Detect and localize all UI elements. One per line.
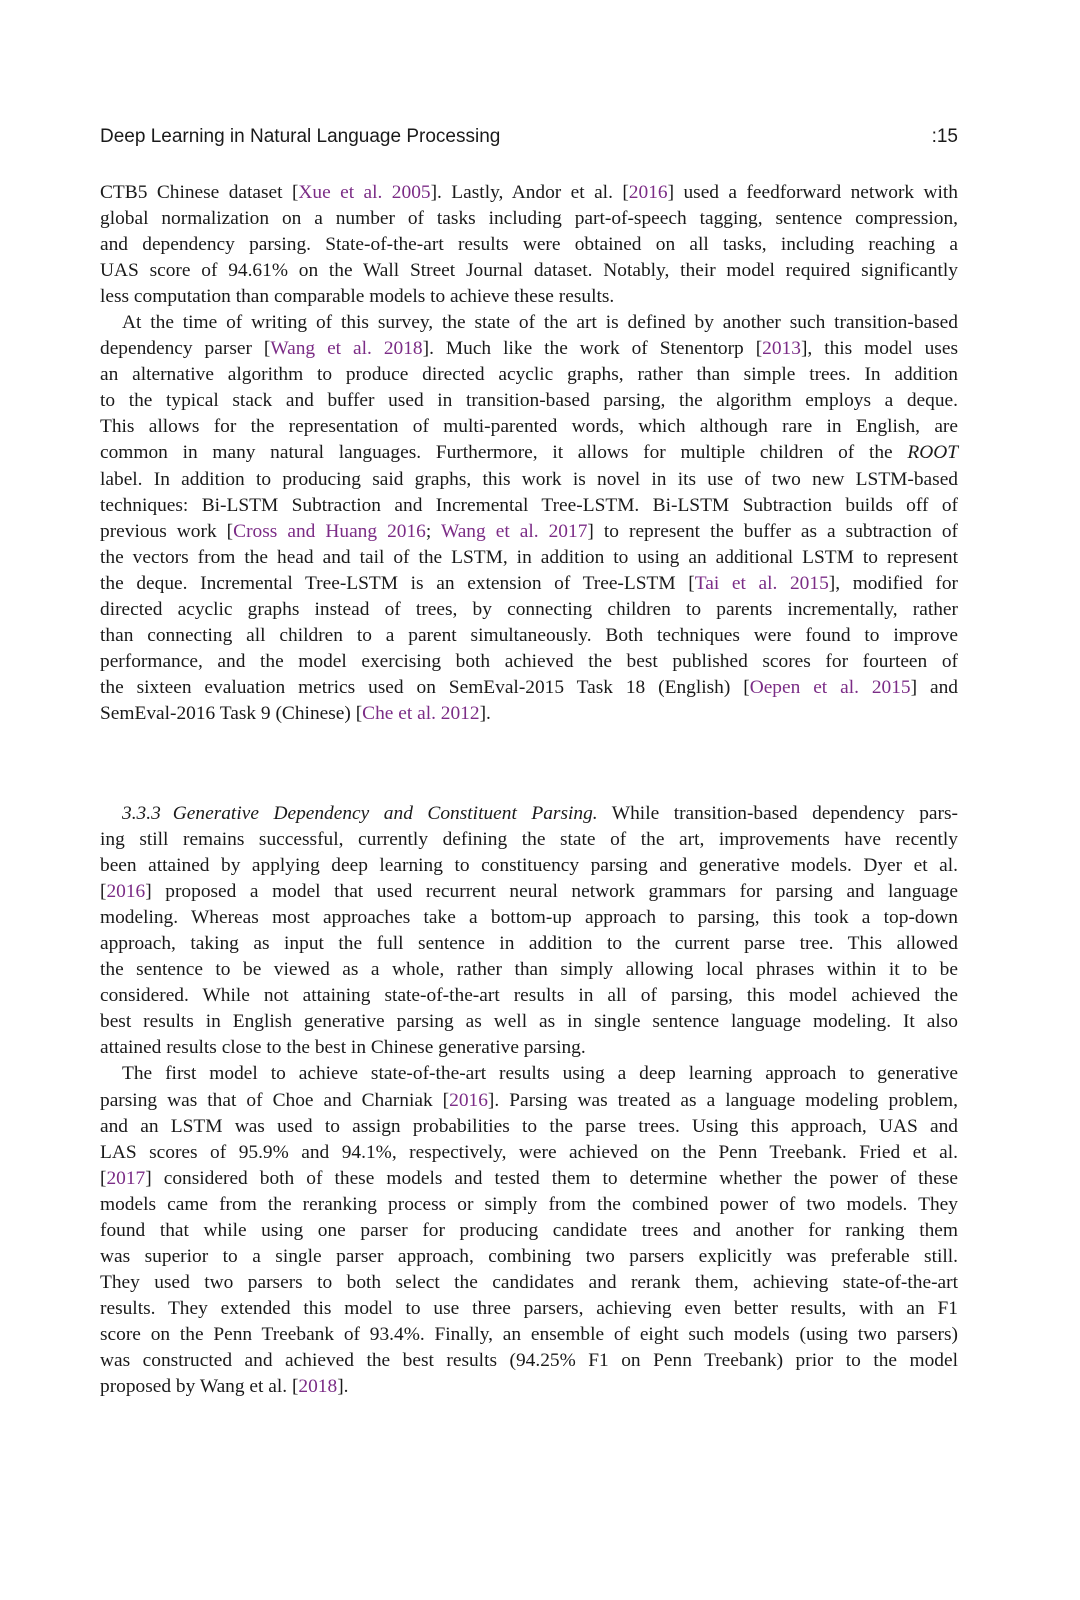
text-run: ], modified for bbox=[828, 572, 958, 594]
text-run: and dependency parsing. State-of-the-art results were obtained on all tasks, including reaching a bbox=[100, 234, 958, 256]
text-run: proposed by Wang et al. [ bbox=[100, 1376, 299, 1398]
text-line bbox=[100, 180, 958, 206]
text-run: and an LSTM was used to assign probabilities to the parse trees. Using this approach, UAS and bbox=[100, 1115, 958, 1137]
citation-link[interactable]: Che et al. 2012 bbox=[362, 702, 480, 724]
text-run: to the typical stack and buffer used in transition-based parsing, the algorithm employs a deque. bbox=[100, 390, 958, 412]
text-run: label. In addition to producing said graphs, this work is novel in its use of two new LSTM-based bbox=[100, 468, 958, 490]
citation-link[interactable]: Cross and Huang 2016 bbox=[233, 520, 426, 542]
text-run: the sixteen evaluation metrics used on SemEval-2015 Task 18 (English) [ bbox=[100, 676, 750, 698]
text-line bbox=[100, 440, 958, 466]
citation-link[interactable]: 2016 bbox=[106, 881, 146, 903]
text-line bbox=[100, 362, 958, 388]
text-line bbox=[100, 1322, 958, 1348]
text-line bbox=[100, 905, 958, 931]
text-line bbox=[100, 701, 958, 727]
text-run: ]. Parsing was treated as a language modeling problem, bbox=[487, 1089, 958, 1111]
text-run: the sentence to be viewed as a whole, rather than simply allowing local phrases within it to be bbox=[100, 959, 958, 981]
text-line bbox=[100, 853, 958, 879]
text-line bbox=[100, 931, 958, 957]
text-line bbox=[100, 957, 958, 983]
text-line bbox=[100, 983, 958, 1009]
text-line bbox=[100, 336, 958, 362]
text-line bbox=[100, 467, 958, 493]
citation-link[interactable]: 2017 bbox=[106, 1167, 146, 1189]
text-run: an alternative algorithm to produce directed acyclic graphs, rather than simple trees. In addition bbox=[100, 364, 958, 386]
citation-link[interactable]: 2016 bbox=[449, 1089, 488, 1111]
text-run: results. They extended this model to use three parsers, achieving even better results, with an F1 bbox=[100, 1297, 958, 1319]
text-line bbox=[100, 1270, 958, 1296]
text-line bbox=[100, 649, 958, 675]
text-run: SemEval-2016 Task 9 (Chinese) [ bbox=[100, 702, 363, 724]
text-line bbox=[100, 1348, 958, 1374]
text-run: parsing was that of Choe and Charniak [ bbox=[100, 1089, 450, 1111]
text-run: ; bbox=[425, 520, 441, 542]
text-line bbox=[100, 1244, 958, 1270]
text-run: common in many natural languages. Furthermore, it allows for multiple children of the bbox=[100, 442, 908, 464]
text-line bbox=[100, 879, 958, 905]
page-number: :15 bbox=[931, 126, 958, 147]
italic-text: ROOT bbox=[907, 442, 958, 464]
text-run: They used two parsers to both select the candidates and rerank them, achieving state-of-the-art bbox=[100, 1271, 958, 1293]
text-run: approach, taking as input the full sentence in addition to the current parse tree. This allowed bbox=[100, 933, 958, 955]
text-run: ] considered both of these models and tested them to determine whether the power of these bbox=[145, 1167, 958, 1189]
text-line bbox=[100, 1166, 958, 1192]
text-run: performance, and the model exercising both achieved the best published scores for fourteen of bbox=[100, 650, 958, 672]
text-run: The first model to achieve state-of-the-art results using a deep learning approach to generative bbox=[122, 1063, 958, 1085]
text-line bbox=[100, 206, 958, 232]
text-run: score on the Penn Treebank of 93.4%. Finally, an ensemble of eight such models (using two parsers) bbox=[100, 1323, 958, 1345]
text-line bbox=[100, 414, 958, 440]
text-run: ] used a feedforward network with bbox=[667, 182, 959, 203]
text-run: This allows for the representation of multi-parented words, which although rare in English, are bbox=[100, 416, 958, 438]
body-text-section-1 bbox=[100, 180, 958, 727]
text-run: modeling. Whereas most approaches take a bottom-up approach to parsing, this took a top-down bbox=[100, 907, 958, 929]
section-number: 3.3.3 bbox=[122, 803, 161, 824]
text-run: ]. bbox=[479, 702, 491, 724]
text-run: than connecting all children to a parent simultaneously. Both techniques were found to improve bbox=[100, 624, 958, 646]
text-line bbox=[100, 1061, 958, 1087]
text-line bbox=[100, 801, 958, 827]
citation-link[interactable]: Xue et al. 2005 bbox=[298, 182, 431, 203]
text-line bbox=[100, 1114, 958, 1140]
text-run: At the time of writing of this survey, the state of the art is defined by another such transition-based bbox=[122, 312, 958, 334]
citation-link[interactable]: 2013 bbox=[762, 338, 801, 360]
text-line bbox=[100, 519, 958, 545]
text-run: the deque. Incremental Tree-LSTM is an extension of Tree-LSTM [ bbox=[100, 572, 695, 594]
text-run: ]. Much like the work of Stenentorp [ bbox=[422, 338, 763, 360]
text-line bbox=[100, 388, 958, 414]
text-run: considered. While not attaining state-of-the-art results in all of parsing, this model achieved the bbox=[100, 985, 958, 1007]
citation-link[interactable]: Tai et al. 2015 bbox=[694, 572, 829, 594]
text-line bbox=[100, 545, 958, 571]
text-run: best results in English generative parsing as well as in single sentence language modeling. It also bbox=[100, 1011, 958, 1033]
text-line bbox=[100, 1035, 958, 1061]
text-run: previous work [ bbox=[100, 520, 234, 542]
text-line bbox=[100, 1218, 958, 1244]
text-line bbox=[100, 623, 958, 649]
text-run: ]. Lastly, Andor et al. [ bbox=[430, 182, 629, 203]
text-line bbox=[100, 675, 958, 701]
text-run: UAS score of 94.61% on the Wall Street Journal dataset. Notably, their model required significantly bbox=[100, 260, 958, 282]
text-line bbox=[100, 1088, 958, 1114]
text-run: found that while using one parser for producing candidate trees and another for ranking them bbox=[100, 1219, 958, 1241]
text-run: directed acyclic graphs instead of trees, by connecting children to parents incrementally, rather bbox=[100, 598, 958, 620]
text-run: CTB5 Chinese dataset [ bbox=[100, 182, 299, 203]
text-line bbox=[100, 1140, 958, 1166]
text-run: ]. bbox=[337, 1376, 349, 1398]
text-run: ], this model uses bbox=[800, 338, 959, 360]
text-run: While transition-based dependency pars- bbox=[597, 803, 958, 824]
text-run: ] proposed a model that used recurrent neural network grammars for parsing and language bbox=[145, 881, 958, 903]
text-run: ] and bbox=[910, 676, 958, 698]
text-run: ] to represent the buffer as a subtraction of bbox=[587, 520, 958, 542]
text-run: [ bbox=[100, 1167, 107, 1189]
text-line bbox=[100, 232, 958, 258]
citation-link[interactable]: 2018 bbox=[298, 1376, 338, 1398]
italic-text: Generative Dependency and Constituent Parsing. bbox=[172, 803, 598, 824]
citation-link[interactable]: 2016 bbox=[628, 182, 668, 203]
text-line bbox=[100, 827, 958, 853]
text-line bbox=[100, 284, 958, 310]
text-line bbox=[100, 1009, 958, 1035]
text-run: dependency parser [ bbox=[100, 338, 271, 360]
text-run: the vectors from the head and tail of the LSTM, in addition to using an additional LSTM to represent bbox=[100, 546, 958, 568]
text-run: was constructed and achieved the best results (94.25% F1 on Penn Treebank) prior to the model bbox=[100, 1349, 958, 1371]
citation-link[interactable]: Wang et al. 2017 bbox=[440, 520, 588, 542]
text-line bbox=[100, 571, 958, 597]
text-run: models came from the reranking process or simply from the combined power of two models. They bbox=[100, 1193, 958, 1215]
body-text-section-3-3-3 bbox=[100, 801, 958, 1400]
text-run: LAS scores of 95.9% and 94.1%, respectively, were achieved on the Penn Treebank. Fried et al. bbox=[100, 1141, 958, 1163]
text-run: techniques: Bi-LSTM Subtraction and Incremental Tree-LSTM. Bi-LSTM Subtraction builds off of bbox=[100, 494, 958, 516]
citation-link[interactable]: Oepen et al. 2015 bbox=[749, 676, 911, 698]
text-run: attained results close to the best in Chinese generative parsing. bbox=[100, 1037, 586, 1059]
text-line bbox=[100, 597, 958, 623]
text-run: was superior to a single parser approach, combining two parsers explicitly was preferable still. bbox=[100, 1245, 958, 1267]
text-run: less computation than comparable models to achieve these results. bbox=[100, 286, 615, 308]
text-run: [ bbox=[100, 881, 107, 903]
text-line bbox=[100, 310, 958, 336]
running-title: Deep Learning in Natural Language Processing bbox=[100, 126, 501, 147]
text-line bbox=[100, 1374, 958, 1400]
text-run: ing still remains successful, currently defining the state of the art, improvements have recently bbox=[100, 829, 958, 851]
text-line bbox=[100, 1192, 958, 1218]
text-line bbox=[100, 1296, 958, 1322]
text-run: been attained by applying deep learning to constituency parsing and generative models. Dyer et al. bbox=[100, 855, 958, 877]
text-line bbox=[100, 258, 958, 284]
text-run: global normalization on a number of tasks including part-of-speech tagging, sentence compression, bbox=[100, 208, 958, 230]
text-line bbox=[100, 493, 958, 519]
citation-link[interactable]: Wang et al. 2018 bbox=[270, 338, 423, 360]
running-header bbox=[100, 126, 958, 148]
